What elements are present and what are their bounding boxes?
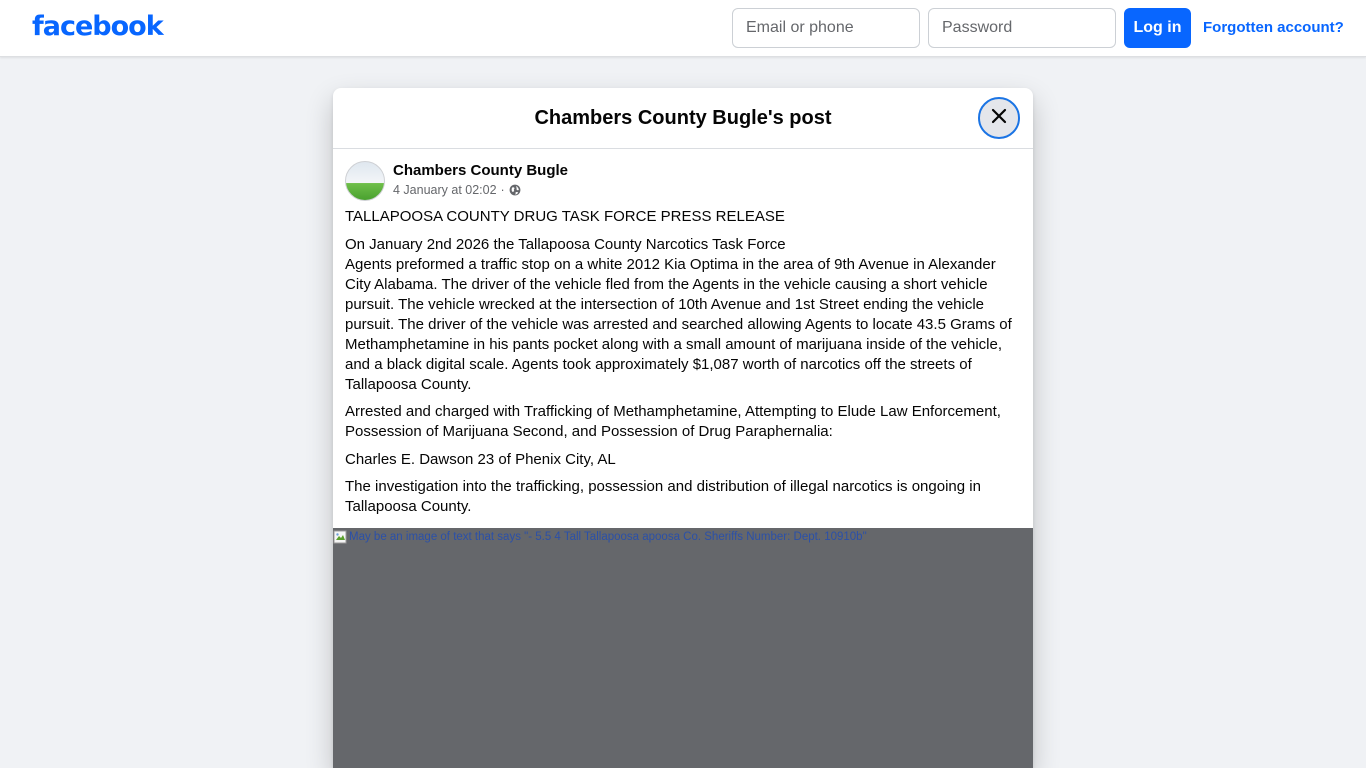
post-paragraph: Agents preformed a traffic stop on a white 2012 Kia Optima in the area of 9th Avenue in Alexander City Alabama. The driver of the vehicle fled from the Agents in the vehicle causing a short vehicle pursuit. The vehicle wrecked at the intersection of 10th Avenue and 1st Street ending the vehicle pursuit. The driver of the vehicle was arrested and searched allowing Agents to locate 43.5 Grams of Methamphetamine in his pants pocket along with a small amount of marijuana inside of the vehicle, and a black digital scale. Agents took approximately $1,087 worth of narcotics off the streets of Tallapoosa County. — [345, 255, 1012, 393]
email-input[interactable] — [732, 8, 920, 48]
modal-title: Chambers County Bugle's post — [534, 107, 832, 129]
globe-icon[interactable] — [509, 184, 521, 196]
broken-image-icon — [333, 530, 347, 544]
post-author[interactable]: Chambers County Bugle — [393, 162, 569, 179]
post-paragraph: TALLAPOOSA COUNTY DRUG TASK FORCE PRESS RELEASE — [345, 208, 785, 225]
login-button[interactable]: Log in — [1124, 8, 1191, 48]
facebook-logo[interactable]: facebook — [32, 11, 163, 42]
password-input[interactable] — [928, 8, 1116, 48]
modal-header — [333, 88, 1033, 149]
close-icon — [989, 106, 1009, 131]
post-meta — [393, 183, 521, 197]
post-paragraph: The investigation into the trafficking, possession and distribution of illegal narcotics is ongoing in Tallapoosa County. — [345, 478, 981, 515]
author-avatar[interactable] — [345, 161, 385, 201]
post-text — [345, 207, 1021, 525]
image-alt-text — [333, 530, 1033, 544]
post-paragraph: Arrested and charged with Trafficking of Methamphetamine, Attempting to Elude Law Enforcement, Possession of Marijuana Second, and Possession of Drug Paraphernalia: — [345, 403, 1001, 440]
top-navbar — [0, 0, 1366, 57]
post-timestamp[interactable]: 4 January at 02:02 — [393, 183, 497, 197]
post-image[interactable] — [333, 528, 1033, 768]
post-paragraph: Charles E. Dawson 23 of Phenix City, AL — [345, 450, 616, 468]
image-alt-label: May be an image of text that says "- 5.5 4 Tall Tallapoosa apoosa Co. Sheriffs Number: Dept. 10910b" — [349, 531, 867, 543]
close-button[interactable] — [978, 97, 1020, 139]
forgotten-account-link[interactable]: Forgotten account? — [1203, 19, 1344, 36]
meta-separator: · — [500, 183, 505, 197]
post-paragraph: On January 2nd 2026 the Tallapoosa County Narcotics Task Force — [345, 235, 786, 253]
post-modal — [333, 88, 1033, 768]
